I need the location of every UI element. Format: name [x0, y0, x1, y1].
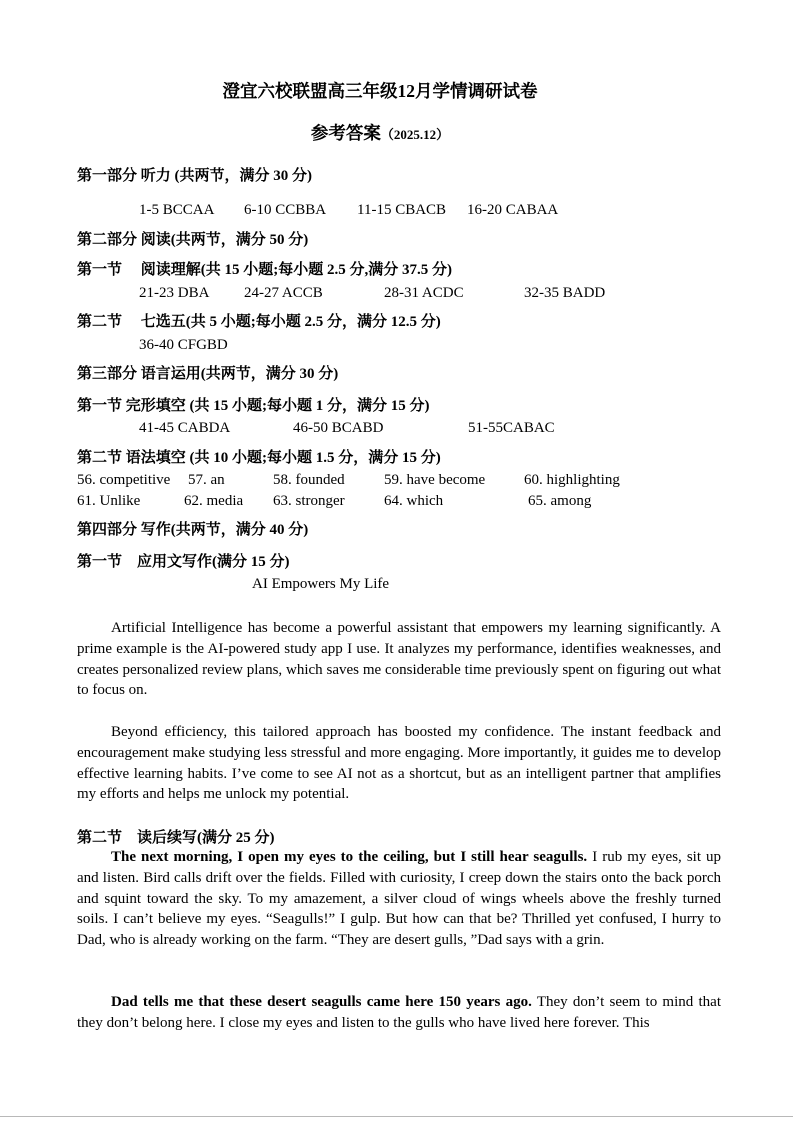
part2-section1-heading: 第一节 阅读理解(共 15 小题;每小题 2.5 分,满分 37.5 分) [77, 262, 452, 278]
continuation-paragraph-1-body: I rub my eyes, sit up and listen. Bird calls drift over the fields. Filled with curiosity, I creep down the stairs onto the back porch and squint toward the sky. To my amazement, a silver cloud of wings wheels above the freshly turned soils. I can’t believe my eyes. “Seagulls!” I gulp. But how can that be? Thrilled yet confused, I hurry to Dad, who is already working on the farm. “They are desert gulls, ”Dad says with a grin. [77, 849, 722, 949]
answer-46-50: 46-50 BCABD [293, 420, 384, 436]
part4-section2-heading: 第二节 读后续写(满分 25 分) [77, 830, 275, 846]
continuation-paragraph-2-lead: Dad tells me that these desert seagulls came here 150 years ago. [111, 994, 532, 1010]
answer-56: 56. competitive [77, 472, 171, 488]
answer-16-20: 16-20 CABAA [467, 202, 559, 218]
part3-heading: 第三部分 语言运用(共两节，满分 30 分) [77, 366, 339, 382]
essay-paragraph-2 [77, 722, 721, 805]
essay-paragraph-1 [77, 618, 721, 701]
continuation-paragraph-1-lead: The next morning, I open my eyes to the ceiling, but I still hear seagulls. [111, 849, 588, 865]
continuation-paragraph-2-body: They don’t seem to mind that they don’t belong here. I close my eyes and listen to the gulls who have lived here forever. This [77, 994, 721, 1031]
answer-11-15: 11-15 CBACB [357, 202, 447, 218]
part1-heading: 第一部分 听力 (共两节，满分 30 分) [77, 168, 312, 184]
essay-paragraph-1-text: Artificial Intelligence has become a powerful assistant that empowers my learning significantly. A prime example is the AI-powered study app I use. It analyzes my performance, identifies weaknesses, and creates personalized review plans, which saves me considerable time previously spent on figuring out what to focus on. [77, 620, 721, 699]
part4-section1-heading: 第一节 应用文写作(满分 15 分) [77, 554, 290, 570]
answer-6-10: 6-10 CCBBA [244, 202, 327, 218]
answer-58: 58. founded [273, 472, 345, 488]
subtitle-main: 参考答案 [310, 123, 381, 143]
answer-64: 64. which [384, 493, 444, 509]
answer-61: 61. Unlike [77, 493, 141, 509]
part2-heading: 第二部分 阅读(共两节，满分 50 分) [77, 232, 309, 248]
part4-heading: 第四部分 写作(共两节，满分 40 分) [77, 522, 309, 538]
answer-59: 59. have become [384, 472, 486, 488]
answer-28-31: 28-31 ACDC [384, 285, 464, 301]
page-subtitle [0, 120, 760, 145]
part2-section2-heading: 第二节 七选五(共 5 小题;每小题 2.5 分，满分 12.5 分) [77, 314, 441, 330]
answer-32-35: 32-35 BADD [524, 285, 606, 301]
answer-51-55: 51-55CABAC [468, 420, 555, 436]
part3-section1-heading: 第一节 完形填空 (共 15 小题;每小题 1 分，满分 15 分) [77, 398, 430, 414]
page-title: 澄宜六校联盟高三年级12月学情调研试卷 [222, 81, 538, 101]
answer-21-23: 21-23 DBA [139, 285, 210, 301]
answer-62: 62. media [184, 493, 244, 509]
page-bottom-divider [0, 1116, 793, 1117]
answer-63: 63. stronger [273, 493, 345, 509]
essay-title: AI Empowers My Life [252, 576, 390, 592]
continuation-paragraph-2 [77, 992, 721, 1034]
answer-60: 60. highlighting [524, 472, 620, 488]
part3-section2-heading: 第二节 语法填空 (共 10 小题;每小题 1.5 分，满分 15 分) [77, 450, 441, 466]
answer-65: 65. among [528, 493, 592, 509]
answer-57: 57. an [188, 472, 225, 488]
answer-41-45: 41-45 CABDA [139, 420, 231, 436]
continuation-paragraph-1 [77, 847, 721, 951]
subtitle-date: （2025.12） [380, 127, 450, 142]
answer-1-5: 1-5 BCCAA [139, 202, 215, 218]
answer-36-40: 36-40 CFGBD [139, 337, 228, 353]
answer-24-27: 24-27 ACCB [244, 285, 323, 301]
essay-paragraph-2-text: Beyond efficiency, this tailored approach has boosted my confidence. The instant feedback and encouragement make studying less stressful and more engaging. More importantly, it guides me to develop effective learning habits. I’ve come to see AI not as a shortcut, but as an intelligent partner that amplifies my efforts and helps me unlock my potential. [77, 724, 721, 803]
